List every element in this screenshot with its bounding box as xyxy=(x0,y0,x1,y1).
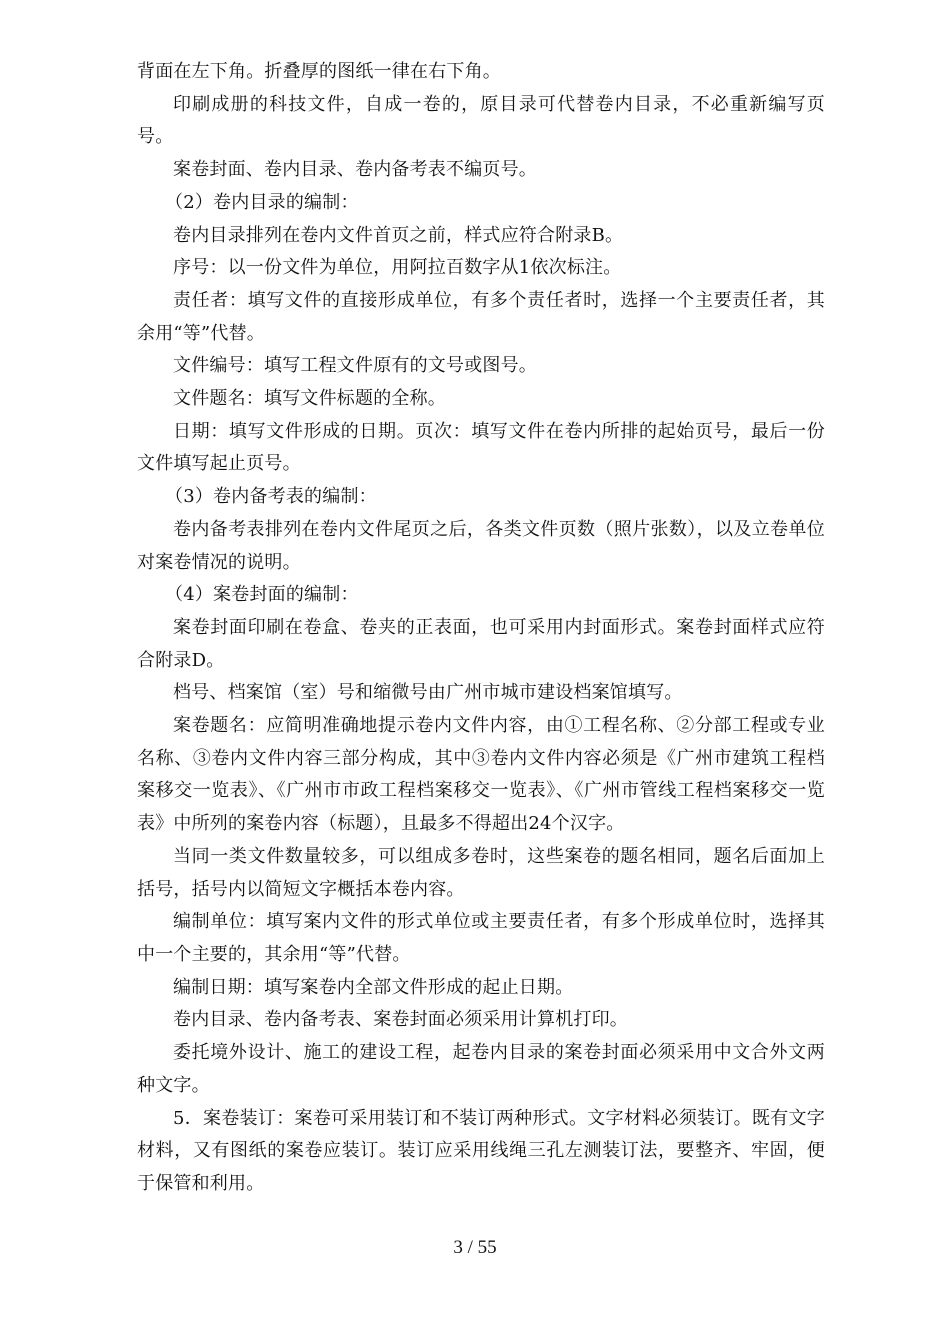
paragraph: 文件题名：填写文件标题的全称。 xyxy=(173,388,446,410)
paragraph: 日期：填写文件形成的日期。页次：填写文件在卷内所排的起始页号，最后一份文件填写起止页号。 xyxy=(137,420,825,475)
section-heading: （3）卷内备考表的编制： xyxy=(165,486,377,508)
paragraph: 印刷成册的科技文件，自成一卷的，原目录可代替卷内目录，不必重新编写页号。 xyxy=(137,93,825,148)
section-heading: （2）卷内目录的编制： xyxy=(165,191,359,213)
document-body xyxy=(137,56,825,1201)
section-heading: （4）案卷封面的编制： xyxy=(165,584,359,606)
paragraph: 编制日期：填写案卷内全部文件形成的起止日期。 xyxy=(173,976,574,998)
paragraph: 编制单位：填写案内文件的形式单位或主要责任者，有多个形成单位时，选择其中一个主要的，其余用“等”代替。 xyxy=(137,911,825,965)
paragraph: 卷内目录、卷内备考表、案卷封面必须采用计算机打印。 xyxy=(173,1009,628,1031)
paragraph: 责任者：填写文件的直接形成单位，有多个责任者时，选择一个主要责任者，其余用“等”代替。 xyxy=(137,289,825,344)
paragraph: 5．案卷装订：案卷可采用装订和不装订两种形式。文字材料必须装订。既有文字材料，又有图纸的案卷应装订。装订应采用线绳三孔左测装订法，要整齐、牢固，便于保管和利用。 xyxy=(137,1107,825,1194)
paragraph: 委托境外设计、施工的建设工程，起卷内目录的案卷封面必须采用中文合外文两种文字。 xyxy=(137,1042,825,1096)
paragraph: 案卷封面、卷内目录、卷内备考表不编页号。 xyxy=(173,159,537,181)
paragraph-continuation: 背面在左下角。折叠厚的图纸一律在右下角。 xyxy=(137,61,501,82)
paragraph: 当同一类文件数量较多，可以组成多卷时，这些案卷的题名相同，题名后面加上括号，括号内以简短文字概括本卷内容。 xyxy=(137,845,825,900)
paragraph: 档号、档案馆（室）号和缩微号由广州市城市建设档案馆填写。 xyxy=(173,682,683,704)
paragraph: 序号：以一份文件为单位，用阿拉百数字从1依次标注。 xyxy=(173,257,622,279)
paragraph: 卷内备考表排列在卷内文件尾页之后，各类文件页数（照片张数），以及立卷单位对案卷情况的说明。 xyxy=(137,518,825,573)
paragraph: 案卷封面印刷在卷盒、卷夹的正表面，也可采用内封面形式。案卷封面样式应符合附录D。 xyxy=(137,616,825,671)
paragraph: 卷内目录排列在卷内文件首页之前，样式应符合附录B。 xyxy=(173,224,624,246)
paragraph: 文件编号：填写工程文件原有的文号或图号。 xyxy=(173,355,537,377)
page-number: 3 / 55 xyxy=(453,1237,497,1258)
paragraph: 案卷题名：应简明准确地提示卷内文件内容，由①工程名称、②分部工程或专业名称、③卷内文件内容三部分构成，其中③卷内文件内容必须是《广州市建筑工程档案移交一览表》、《广州市市政工程档案移交一览表》、《广州市管线工程档案移交一览表》中所列的案卷内容（标题），且最多不得超出24个汉字。 xyxy=(137,715,825,835)
